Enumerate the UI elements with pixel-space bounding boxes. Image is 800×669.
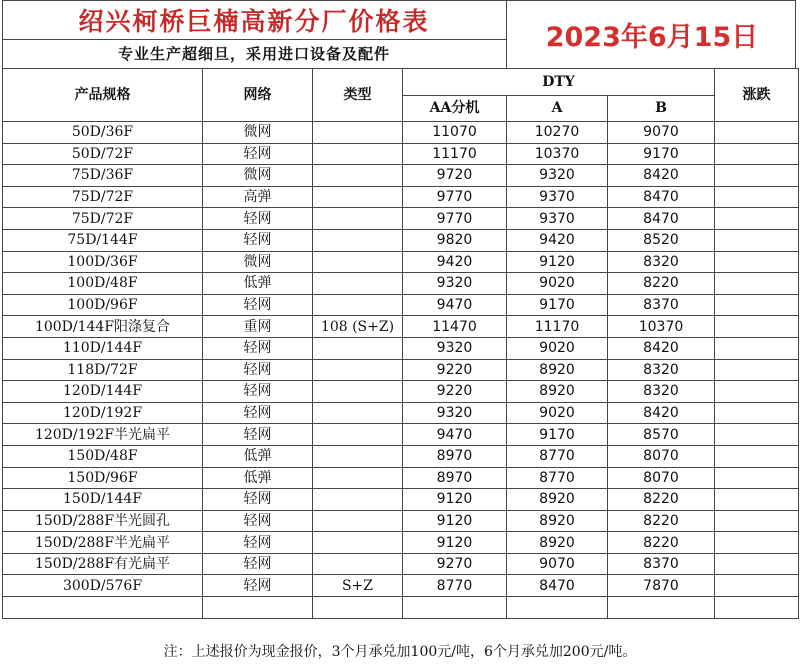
cell-aa: 9720	[403, 165, 507, 187]
cell-network: 轻网	[203, 510, 313, 532]
table-row	[3, 165, 799, 187]
cell-spec: 100D/96F	[3, 294, 203, 316]
cell-aa: 11070	[403, 122, 507, 144]
table-row	[3, 186, 799, 208]
cell-network: 低弹	[203, 467, 313, 489]
cell-a: 8920	[507, 489, 608, 511]
cell-network: 微网	[203, 251, 313, 273]
cell-spec: 75D/36F	[3, 165, 203, 187]
cell-spec: 150D/288F有光扁平	[3, 553, 203, 575]
cell-a: 9170	[507, 424, 608, 446]
cell-change	[715, 510, 799, 532]
cell-network: 轻网	[203, 208, 313, 230]
header-type: 类型	[313, 69, 403, 122]
cell-spec: 150D/48F	[3, 445, 203, 467]
cell-b: 9070	[608, 122, 715, 144]
cell-b: 8320	[608, 359, 715, 381]
cell-a: 8470	[507, 575, 608, 597]
cell-b: 8570	[608, 424, 715, 446]
cell-change	[715, 532, 799, 554]
cell-b	[608, 597, 715, 619]
table-row	[3, 532, 799, 554]
cell-network: 轻网	[203, 294, 313, 316]
cell-spec: 120D/192F半光扁平	[3, 424, 203, 446]
table-row	[3, 229, 799, 251]
cell-type	[313, 597, 403, 619]
cell-a: 8920	[507, 359, 608, 381]
table-row	[3, 445, 799, 467]
cell-b: 8320	[608, 381, 715, 403]
cell-type	[313, 165, 403, 187]
cell-aa: 9820	[403, 229, 507, 251]
header-dty: DTY	[403, 69, 715, 96]
cell-b: 8220	[608, 532, 715, 554]
table-row	[3, 424, 799, 446]
cell-b: 7870	[608, 575, 715, 597]
header-spec: 产品规格	[3, 69, 203, 122]
table-row	[3, 143, 799, 165]
cell-spec: 75D/72F	[3, 186, 203, 208]
cell-change	[715, 337, 799, 359]
cell-change	[715, 294, 799, 316]
cell-a	[507, 597, 608, 619]
header-change: 涨跌	[715, 69, 799, 122]
cell-b: 8370	[608, 294, 715, 316]
header-right	[506, 0, 798, 70]
cell-aa: 9270	[403, 553, 507, 575]
cell-change	[715, 229, 799, 251]
header-network: 网络	[203, 69, 313, 122]
cell-type	[313, 532, 403, 554]
cell-spec: 150D/288F半光圆孔	[3, 510, 203, 532]
cell-network: 微网	[203, 122, 313, 144]
cell-network: 轻网	[203, 143, 313, 165]
cell-spec: 75D/144F	[3, 229, 203, 251]
cell-network: 微网	[203, 165, 313, 187]
cell-network: 轻网	[203, 359, 313, 381]
price-table	[2, 68, 799, 619]
table-row	[3, 273, 799, 295]
cell-change	[715, 165, 799, 187]
header-left	[2, 0, 506, 70]
cell-change	[715, 122, 799, 144]
cell-a: 9170	[507, 294, 608, 316]
cell-aa: 9220	[403, 359, 507, 381]
cell-network: 低弹	[203, 445, 313, 467]
cell-a: 9120	[507, 251, 608, 273]
table-row	[3, 359, 799, 381]
cell-aa: 9320	[403, 402, 507, 424]
cell-type	[313, 489, 403, 511]
cell-change	[715, 316, 799, 338]
cell-type	[313, 208, 403, 230]
cell-spec: 120D/192F	[3, 402, 203, 424]
cell-change	[715, 359, 799, 381]
cell-type	[313, 553, 403, 575]
cell-aa: 9770	[403, 186, 507, 208]
cell-a: 11170	[507, 316, 608, 338]
cell-spec	[3, 597, 203, 619]
table-row	[3, 337, 799, 359]
price-sheet	[2, 0, 798, 660]
cell-type	[313, 424, 403, 446]
cell-b: 8220	[608, 489, 715, 511]
cell-change	[715, 553, 799, 575]
cell-b: 8220	[608, 273, 715, 295]
cell-a: 9020	[507, 337, 608, 359]
cell-aa: 9120	[403, 532, 507, 554]
cell-aa: 9120	[403, 510, 507, 532]
cell-change	[715, 489, 799, 511]
cell-a: 9320	[507, 165, 608, 187]
table-row	[3, 251, 799, 273]
cell-spec: 50D/36F	[3, 122, 203, 144]
table-row	[3, 381, 799, 403]
cell-a: 9020	[507, 273, 608, 295]
cell-spec: 150D/144F	[3, 489, 203, 511]
cell-type: 108 (S+Z)	[313, 316, 403, 338]
cell-aa	[403, 597, 507, 619]
cell-type	[313, 229, 403, 251]
cell-network: 轻网	[203, 402, 313, 424]
cell-spec: 110D/144F	[3, 337, 203, 359]
table-row	[3, 316, 799, 338]
cell-network: 轻网	[203, 424, 313, 446]
table-row	[3, 122, 799, 144]
cell-spec: 100D/144F阳涤复合	[3, 316, 203, 338]
cell-spec: 150D/96F	[3, 467, 203, 489]
cell-b: 8470	[608, 186, 715, 208]
cell-type	[313, 359, 403, 381]
cell-aa: 9220	[403, 381, 507, 403]
cell-b: 8220	[608, 510, 715, 532]
table-row	[3, 510, 799, 532]
cell-network: 轻网	[203, 229, 313, 251]
table-row	[3, 575, 799, 597]
cell-b: 8370	[608, 553, 715, 575]
table-row	[3, 467, 799, 489]
cell-aa: 11470	[403, 316, 507, 338]
cell-network: 轻网	[203, 575, 313, 597]
price-date: 2023年6月15日	[545, 22, 759, 53]
cell-change	[715, 467, 799, 489]
cell-change	[715, 597, 799, 619]
cell-a: 9370	[507, 186, 608, 208]
cell-b: 10370	[608, 316, 715, 338]
cell-network: 轻网	[203, 553, 313, 575]
cell-spec: 300D/576F	[3, 575, 203, 597]
header-a: A	[507, 95, 608, 122]
cell-network: 轻网	[203, 381, 313, 403]
cell-network: 重网	[203, 316, 313, 338]
cell-b: 9170	[608, 143, 715, 165]
cell-change	[715, 273, 799, 295]
cell-a: 8770	[507, 467, 608, 489]
cell-type	[313, 251, 403, 273]
cell-a: 8920	[507, 381, 608, 403]
cell-spec: 120D/144F	[3, 381, 203, 403]
cell-b: 8420	[608, 402, 715, 424]
cell-change	[715, 575, 799, 597]
cell-b: 8070	[608, 467, 715, 489]
cell-b: 8520	[608, 229, 715, 251]
cell-a: 9070	[507, 553, 608, 575]
cell-a: 8920	[507, 510, 608, 532]
cell-aa: 9320	[403, 273, 507, 295]
cell-type	[313, 294, 403, 316]
cell-aa: 9770	[403, 208, 507, 230]
cell-type	[313, 510, 403, 532]
cell-type	[313, 186, 403, 208]
cell-type	[313, 273, 403, 295]
cell-b: 8320	[608, 251, 715, 273]
cell-a: 10370	[507, 143, 608, 165]
cell-type	[313, 381, 403, 403]
cell-aa: 9320	[403, 337, 507, 359]
cell-change	[715, 424, 799, 446]
cell-spec: 75D/72F	[3, 208, 203, 230]
header-b: B	[608, 95, 715, 122]
cell-aa: 9470	[403, 424, 507, 446]
cell-type	[313, 337, 403, 359]
cell-spec: 150D/288F半光扁平	[3, 532, 203, 554]
cell-change	[715, 143, 799, 165]
cell-spec: 50D/72F	[3, 143, 203, 165]
cell-aa: 9420	[403, 251, 507, 273]
cell-aa: 8970	[403, 445, 507, 467]
cell-network	[203, 597, 313, 619]
cell-change	[715, 445, 799, 467]
cell-aa: 9120	[403, 489, 507, 511]
cell-spec: 100D/48F	[3, 273, 203, 295]
cell-a: 9420	[507, 229, 608, 251]
cell-change	[715, 381, 799, 403]
cell-aa: 8770	[403, 575, 507, 597]
table-row	[3, 294, 799, 316]
cell-network: 轻网	[203, 489, 313, 511]
cell-a: 8770	[507, 445, 608, 467]
cell-type	[313, 122, 403, 144]
cell-network: 轻网	[203, 337, 313, 359]
cell-network: 低弹	[203, 273, 313, 295]
cell-aa: 8970	[403, 467, 507, 489]
cell-aa: 11170	[403, 143, 507, 165]
table-row-empty	[3, 597, 799, 619]
cell-a: 9370	[507, 208, 608, 230]
cell-network: 高弹	[203, 186, 313, 208]
cell-network: 轻网	[203, 532, 313, 554]
cell-type	[313, 445, 403, 467]
cell-change	[715, 402, 799, 424]
cell-change	[715, 251, 799, 273]
cell-b: 8420	[608, 165, 715, 187]
cell-change	[715, 208, 799, 230]
table-row	[3, 553, 799, 575]
cell-spec: 118D/72F	[3, 359, 203, 381]
cell-b: 8470	[608, 208, 715, 230]
table-row	[3, 402, 799, 424]
cell-type	[313, 143, 403, 165]
table-row	[3, 208, 799, 230]
page-subtitle: 专业生产超细旦，采用进口设备及配件	[117, 45, 390, 63]
cell-a: 9020	[507, 402, 608, 424]
cell-a: 10270	[507, 122, 608, 144]
cell-change	[715, 186, 799, 208]
cell-type	[313, 467, 403, 489]
footnote: 注：上述报价为现金报价，3个月承兑加100元/吨，6个月承兑加200元/吨。	[163, 644, 637, 660]
header-aa: AA分机	[403, 95, 507, 122]
cell-b: 8070	[608, 445, 715, 467]
cell-type	[313, 402, 403, 424]
cell-a: 8920	[507, 532, 608, 554]
page-title: 绍兴柯桥巨楠高新分厂价格表	[78, 7, 430, 36]
cell-spec: 100D/36F	[3, 251, 203, 273]
cell-b: 8420	[608, 337, 715, 359]
table-row	[3, 489, 799, 511]
cell-aa: 9470	[403, 294, 507, 316]
header-row-1	[3, 69, 799, 96]
cell-type: S+Z	[313, 575, 403, 597]
